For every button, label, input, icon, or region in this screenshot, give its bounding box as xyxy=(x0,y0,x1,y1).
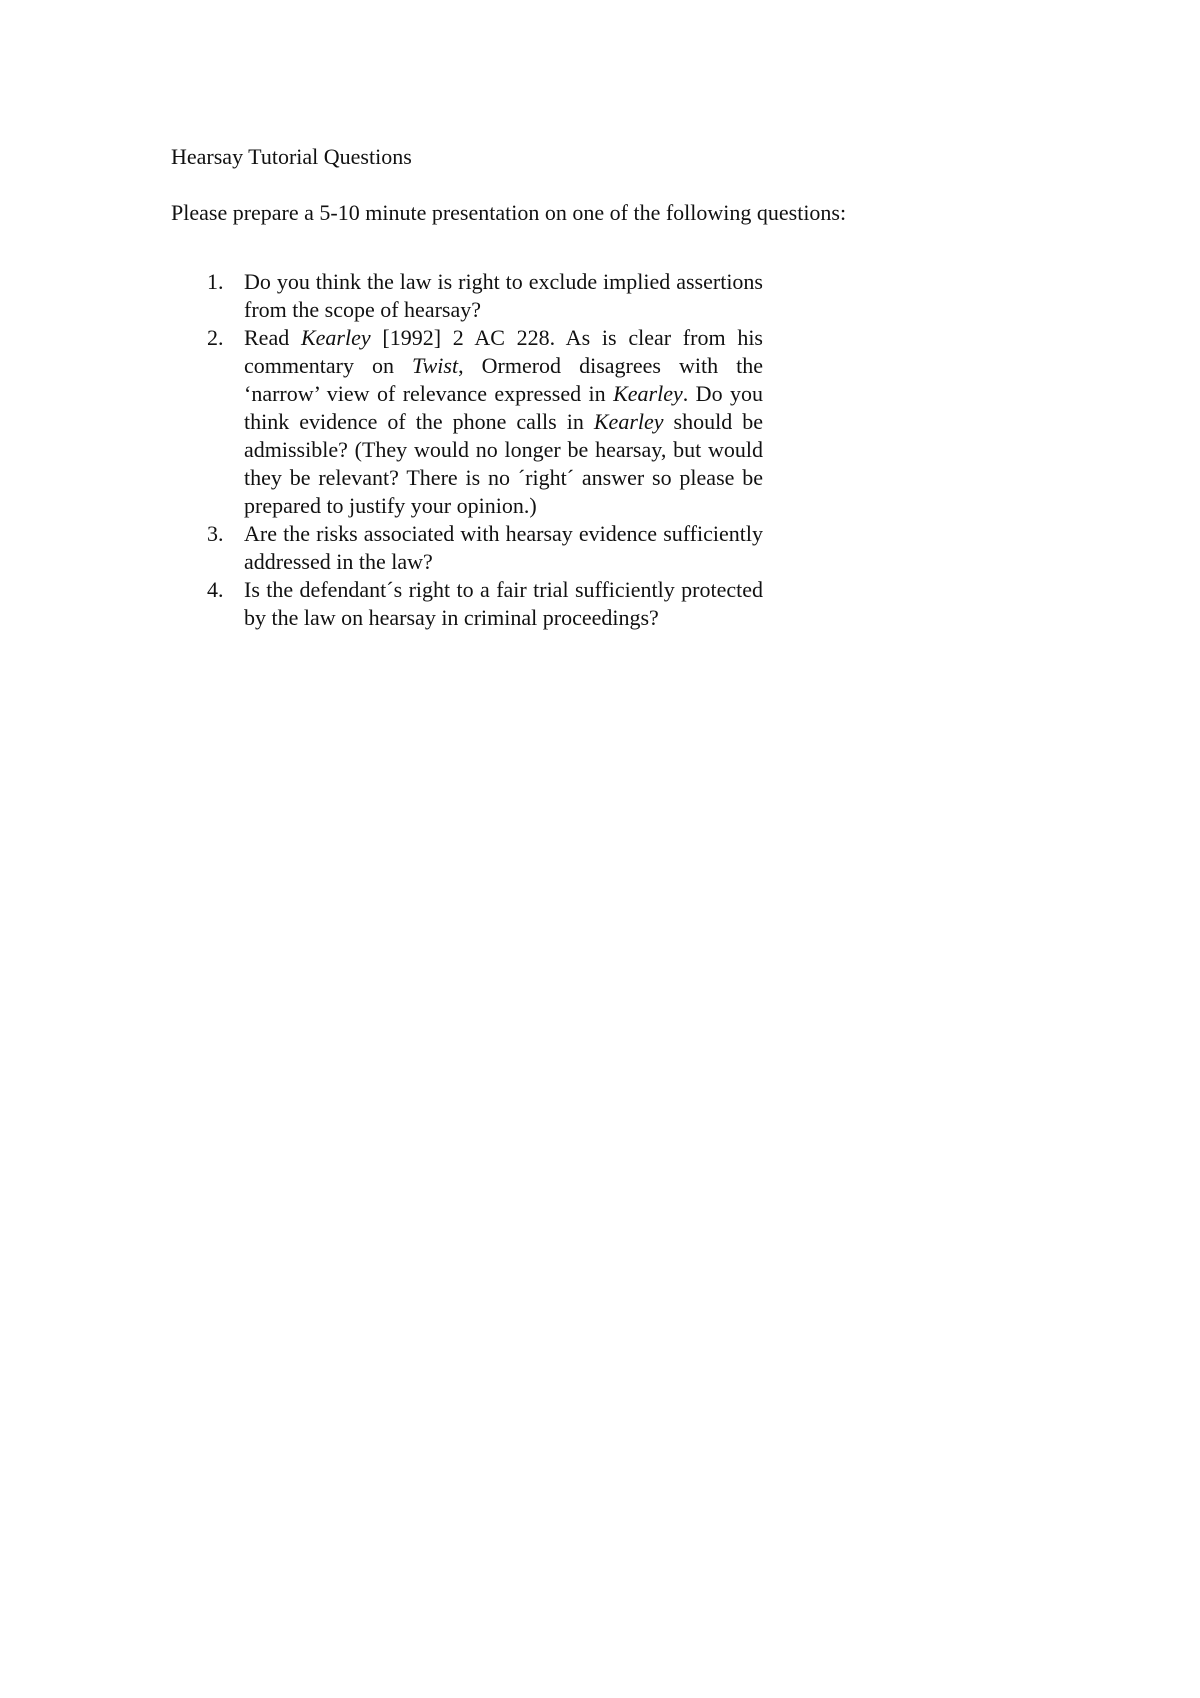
question-text-segment: Are the risks associated with hearsay evidence sufficiently addressed in the law? xyxy=(244,521,763,574)
question-number: 4. xyxy=(207,577,224,602)
question-list xyxy=(171,268,763,632)
question-item xyxy=(171,268,763,324)
question-text-segment: Read xyxy=(244,325,301,350)
question-text-segment: should be admissible? (They would no longer be hearsay, but would they be relevant? There is no ´right´ answer so please be prepared to justify your opinion.) xyxy=(244,409,763,518)
case-name: Twist xyxy=(412,353,459,378)
question-number: 1. xyxy=(207,269,224,294)
question-text xyxy=(244,268,763,324)
document-title: Hearsay Tutorial Questions xyxy=(171,144,412,169)
question-text xyxy=(244,520,763,576)
question-number: 3. xyxy=(207,521,224,546)
case-name: Kearley xyxy=(613,381,683,406)
case-name: Kearley xyxy=(300,325,371,350)
intro-paragraph: Please prepare a 5-10 minute presentation on one of the following questions: xyxy=(171,200,847,225)
question-text xyxy=(244,324,763,520)
question-text-segment: . Do you think evidence of the phone calls in xyxy=(244,381,763,434)
question-text xyxy=(244,576,763,632)
question-text-segment: , Ormerod disagrees with the ‘narrow’ view of relevance expressed in xyxy=(244,353,763,406)
question-number: 2. xyxy=(207,325,224,350)
question-text-segment: Do you think the law is right to exclude implied assertions from the scope of hearsay? xyxy=(244,269,763,322)
question-item xyxy=(171,576,763,632)
question-text-segment: [1992] 2 AC 228. As is clear from his commentary on xyxy=(244,325,763,378)
case-name: Kearley xyxy=(593,409,664,434)
question-item xyxy=(171,520,763,576)
question-item xyxy=(171,324,763,520)
question-text-segment: Is the defendant´s right to a fair trial sufficiently protected by the law on hearsay in criminal proceedings? xyxy=(244,577,763,630)
